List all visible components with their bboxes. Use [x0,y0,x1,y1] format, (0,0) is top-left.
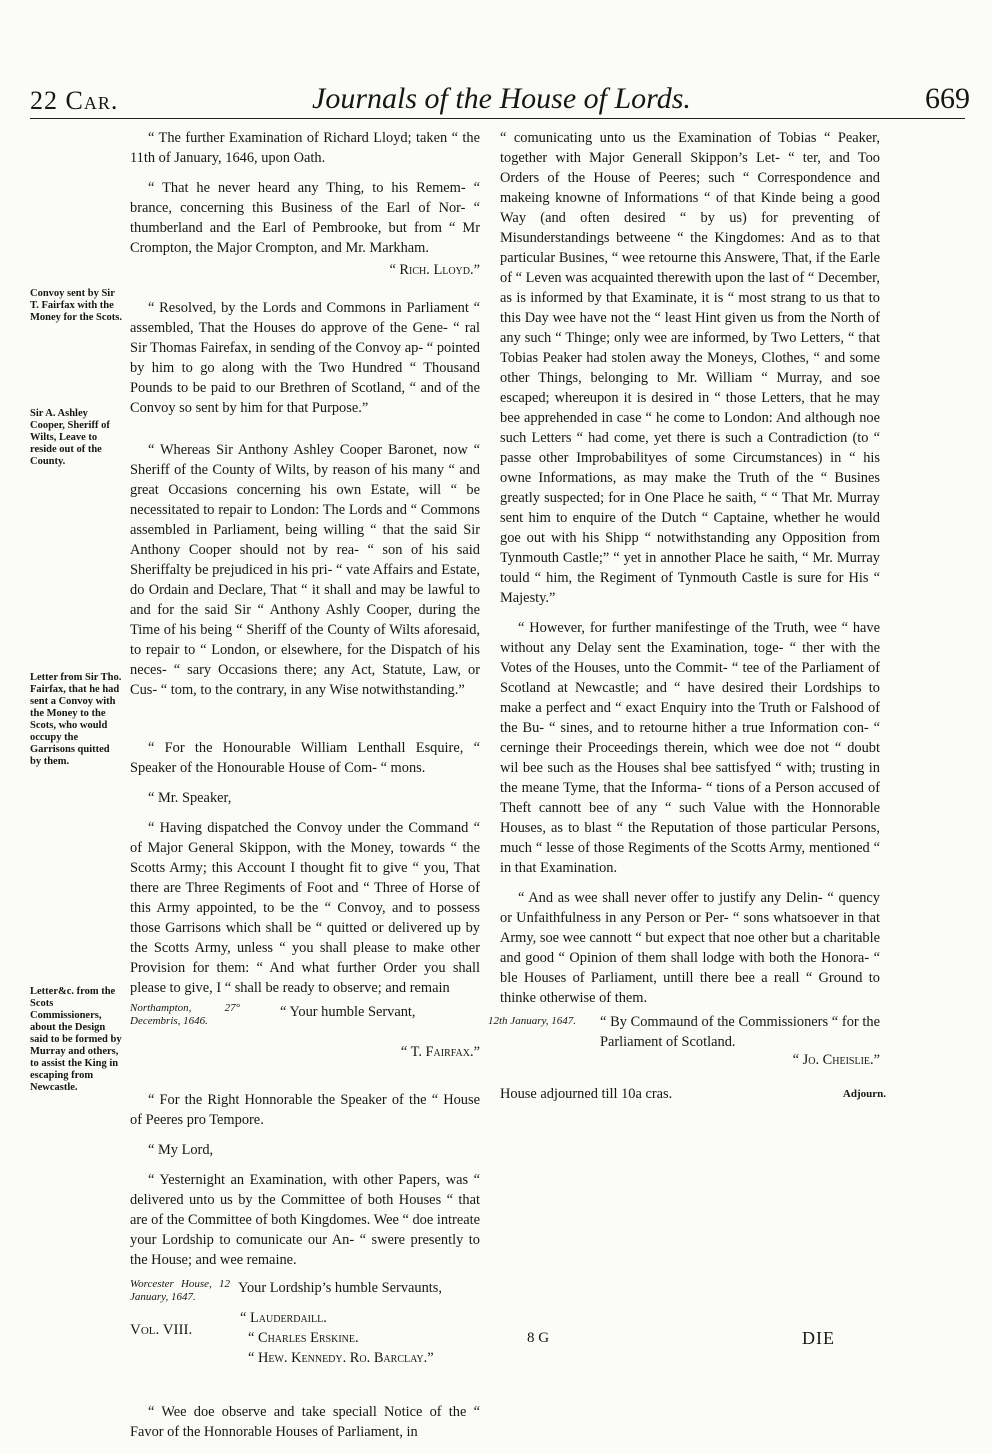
fairfax-closing-block [130,1002,480,1042]
signature-erskine: “ Charles Erskine. [248,1330,359,1346]
commissioners-closing: Your Lordship’s humble Servaunts, [238,1280,443,1296]
signature-mark: 8 G [527,1330,550,1346]
commissioners-address: “ For the Right Honnorable the Speaker of the “ House of Peeres pro Tempore. [130,1092,480,1128]
fairfax-closing: “ Your humble Servant, [280,1004,416,1020]
adjournment-margin: Adjourn. [842,1088,886,1100]
answer-closing-block [488,1012,880,1050]
answer-paragraph-2: “ However, for further manifestinge of the Truth, wee “ have without any Delay sent the Examination, toge- “ ther with the Votes of the Houses, unto the Commit- “ tee of the Parliament of Scotland at Newcastle; and “ have desired their Lordships to make a perfect and “ exact Enquiry into the Truth or Falshood of the Bu- “ sines, and to retourne hither a true Information con- “ cerninge their Proceedings therein, which wee doe not “ doubt wil bee such as the Houses shal bee sattisfyed “ with; trusting in the meane Tyme, that the Informa- “ tions of a Person accused of Theft cannott bee of any “ such Value with the Honnorable Houses, as to blast “ the Reputation of those particular Persons, much “ lesse of those Regiments of the Scotts Army, mentioned “ in that Examination. [500,620,880,876]
fairfax-body: “ Having dispatched the Convoy under the Command “ of Major General Skippon, with the Money, towards “ the Scotts Army; this Account I thought fit to give “ you, That there are Three Regiments of Foot and “ Three of Horse of this Army appointed, to be the “ Convoy, and to possess those Garrisons which shall be “ quitted or delivered up by the Scotts Army, unless “ you shall please to make other Provision for them: “ And what further Order you shall please to give, I “ shall be ready to observe; and remain [130,820,480,996]
convoy-resolution: “ Resolved, by the Lords and Commons in Parliament “ assembled, That the Houses do approve of the Gene- “ ral Sir Thomas Fairefax, in sending of the Convoy ap- “ pointed by him to go along with the Two Hundred “ Thousand Pounds to be paid to our Brethren of Scotland, “ and of the Convoy so sent by him for that Purpose.” [130,300,480,416]
signature-kennedy-barclay: “ Hew. Kennedy. Ro. Barclay.” [248,1350,434,1366]
answer-signature: “ Jo. Cheislie.” [792,1052,880,1068]
margin-note-ashley: Sir A. Ashley Cooper, Sheriff of Wilts, Leave to reside out of the County. [30,408,110,467]
regnal-year: 22 Car. [30,86,119,115]
fairfax-dateline: Northampton, 27° Decembris, 1646. [130,1002,240,1027]
commissioners-body: “ Yesternight an Examination, with other Papers, was “ delivered unto us by the Committee of both Houses “ that are of the Committee of both Kingdomes. Wee “ doe intreate your Lordship to comunicate our An- “ swere presently to the House; and wee remaine. [130,1172,480,1268]
answer-command: “ By Commaund of the Commissioners “ for the Parliament of Scotland. [600,1014,880,1050]
right-column [488,128,886,1108]
commissioners-salutation: “ My Lord, [148,1142,214,1158]
volume-mark: Vol. VIII. [130,1322,193,1338]
fairfax-address: “ For the Honourable William Lenthall Esquire, “ Speaker of the Honourable House of Com- “ mons. [130,740,480,776]
commissioners-dateline: Worcester House, 12 January, 1647. [130,1278,230,1303]
page-header [30,82,970,122]
catchword: DIE [802,1328,835,1348]
adjournment-text: House adjourned till 10a cras. [500,1086,673,1102]
commissioners-closing-block [130,1278,480,1308]
margin-note-convoy: Convoy sent by Sir T. Fairfax with the Money for the Scots. [30,288,122,323]
left-column [130,128,480,1442]
margin-note-commissioners-letter: Letter&c. from the Scots Commissioners, about the Design said to be formed by Murray and others, to assist the King in escaping from Newcastle. [30,986,122,1093]
commissioners-continuation: “ Wee doe observe and take speciall Notice of the “ Favor of the Honnorable Houses of Parliament, in [130,1404,480,1440]
lloyd-body: “ That he never heard any Thing, to his Remem- “ brance, concerning this Business of the Earl of Nor- “ thumberland and the Earl of Pembrooke, but from “ Mr Crompton, the Major Crompton, and Mr. Markham. [130,180,480,256]
signature-lauderdaill: “ Lauderdaill. [240,1310,327,1326]
adjournment-line [500,1084,886,1108]
page-number: 669 [925,82,970,115]
answer-paragraph-1: “ comunicating unto us the Examination of Tobias “ Peaker, together with Major Generall Skippon’s Let- “ ter, and Too Orders of the House of Peeres; such “ Correspondence and makeing knowne of Informations “ of that Kinde being a good Way (and often desired “ by us) for preventing of Misunderstandings betweene “ the Kingdomes: And as to that particular Busines, “ wee retourne this Answere, That, if the Earle of “ Leven was acquainted therewith upon the last of “ December, as is informed by that Examinate, it is “ most strang to us that to this Day wee have not the “ least Hint given us from the North of any such “ Thinge; only wee are informed, by Two Letters, “ that Tobias Peaker had stolen away the Moneys, Clothes, “ and some other Things, belonging to Mr. William “ Murray, and soe escaped; whereupon it is desired in “ those Letters, that he may bee apprehended in case “ he come to London: And although noe such Letters “ had come, yet there is such a Contradiction (to “ passe other Improbabilityes of some Circumstances) in “ his owne Informations, as may make the Truth of the “ Busines greatly suspected; for in One Place he saith, “ “ That Mr. Murray sent him to enquire of the Dutch “ Captaine, whether he would goe out with his Shipp “ notwithstanding any Opposition from Tynmouth Castle;” “ yet in annother Place he saith, “ Mr. Murray tould “ him, the Regiment of Tynmouth Castle is sure for His “ Majesty.” [500,130,880,606]
fairfax-signature: “ T. Fairfax.” [400,1044,480,1060]
answer-dateline: 12th January, 1647. [488,1015,576,1027]
running-title: Journals of the House of Lords. [312,82,691,115]
fairfax-salutation: “ Mr. Speaker, [148,790,232,806]
margin-note-fairfax-letter: Letter from Sir Tho. Fairfax, that he had sent a Convoy with the Money to the Scots, who would occupy the Garrisons quitted by them. [30,672,122,767]
answer-paragraph-3: “ And as wee shall never offer to justify any Delin- “ quency or Unfaithfulness in any Person or Per- “ sons whatsoever in that Army, soe wee cannott “ but expect that noe other but a charitable and good “ Opinion of them shall lodge with both the Honora- “ ble Houses of Parliament, untill there bee a reall “ Ground to thinke otherwise of them. [500,890,880,1006]
ashley-order: “ Whereas Sir Anthony Ashley Cooper Baronet, now “ Sheriff of the County of Wilts, by reason of his many “ and great Occasions concerning his own Estate, will “ be necessitated to repair to London: The Lords and “ Commons assembled in Parliament, being willing “ that the said Sir Anthony Cooper should not by rea- “ son of his said Sheriffalty be prejudiced in his pri- “ vate Affairs and Estate, do Ordain and Declare, That “ it shall and may be lawful to and for the said Sir “ Anthony Ashly Cooper, during the Time of his being “ Sheriff of the County of Wilts aforesaid, to repair to “ London, or elsewhere, for the Dispatch of his neces- “ sary Occasions there; any Act, Statute, Law, or Cus- “ tom, to the contrary, in any Wise notwithstanding.” [130,442,480,698]
lloyd-signature: “ Rich. Lloyd.” [389,262,480,278]
lloyd-intro: “ The further Examination of Richard Lloyd; taken “ the 11th of January, 1646, upon Oath. [130,130,480,166]
header-rule [30,118,965,119]
